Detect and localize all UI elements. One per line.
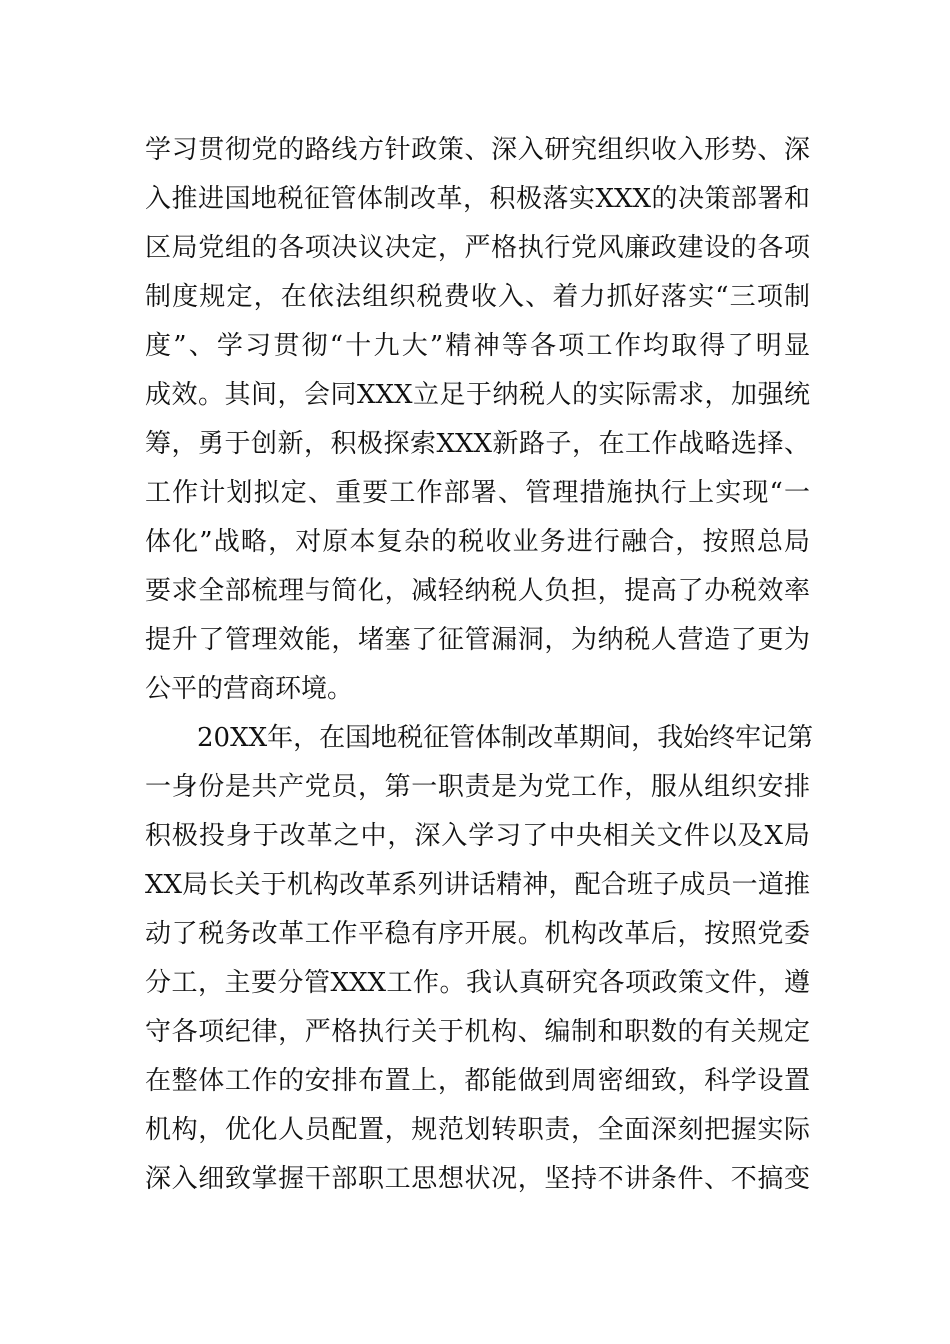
paragraph-line: 公平的营商环境。 (145, 674, 354, 704)
paragraph-line: 区局党组的各项决议决定，严格执行党风廉政建设的各项 (145, 233, 810, 263)
paragraph-line: 守各项纪律，严格执行关于机构、编制和职数的有关规定 (145, 1017, 810, 1047)
paragraph-line: 工作计划拟定、重要工作部署、管理措施执行上实现“一 (145, 478, 810, 508)
paragraph-line: 积极投身于改革之中，深入学习了中央相关文件以及X局 (145, 821, 810, 851)
paragraph-line: 深入细致掌握干部职工思想状况，坚持不讲条件、不搞变 (145, 1164, 810, 1194)
paragraph-line: 一身份是共产党员，第一职责是为党工作，服从组织安排 (145, 772, 810, 802)
paragraph-line: 要求全部梳理与简化，减轻纳税人负担，提高了办税效率 (145, 576, 810, 606)
paragraph-line: XX局长关于机构改革系列讲话精神，配合班子成员一道推 (145, 870, 810, 900)
paragraph-line: 成效。其间，会同XXX立足于纳税人的实际需求，加强统 (145, 380, 810, 410)
paragraph-line: 分工，主要分管XXX工作。我认真研究各项政策文件，遵 (145, 968, 810, 998)
paragraph-2 (145, 714, 814, 1204)
paragraph-line: 入推进国地税征管体制改革，积极落实XXX的决策部署和 (145, 184, 810, 214)
paragraph-line: 提升了管理效能，堵塞了征管漏洞，为纳税人营造了更为 (145, 625, 810, 655)
paragraph-line: 学习贯彻党的路线方针政策、深入研究组织收入形势、深 (145, 135, 810, 165)
paragraph-line: 20XX年，在国地税征管体制改革期间，我始终牢记第 (197, 723, 814, 753)
paragraph-1 (145, 126, 810, 714)
paragraph-line: 度”、学习贯彻“十九大”精神等各项工作均取得了明显 (145, 331, 810, 361)
paragraph-line: 筹，勇于创新，积极探索XXX新路子，在工作战略选择、 (145, 429, 810, 459)
paragraph-line: 机构，优化人员配置，规范划转职责，全面深刻把握实际 (145, 1115, 810, 1145)
paragraph-line: 体化”战略，对原本复杂的税收业务进行融合，按照总局 (145, 527, 810, 557)
paragraph-line: 在整体工作的安排布置上，都能做到周密细致，科学设置 (145, 1066, 810, 1096)
paragraph-line: 动了税务改革工作平稳有序开展。机构改革后，按照党委 (145, 919, 810, 949)
paragraph-line: 制度规定，在依法组织税费收入、着力抓好落实“三项制 (145, 282, 810, 312)
